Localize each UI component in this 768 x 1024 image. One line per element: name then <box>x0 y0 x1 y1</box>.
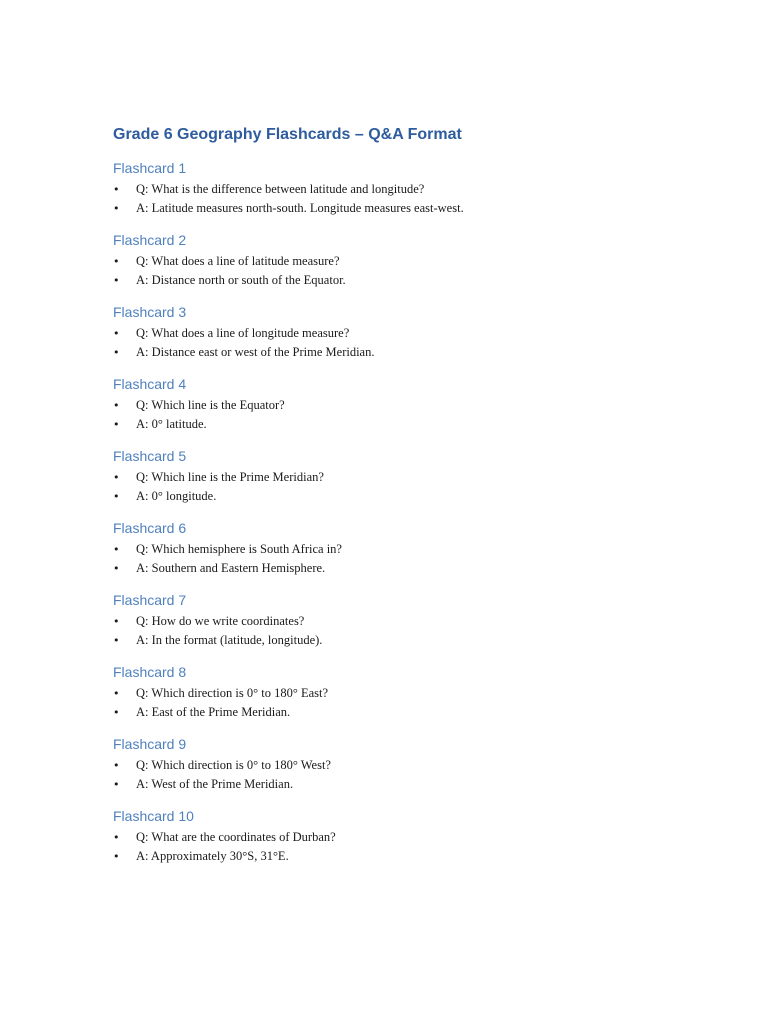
flashcard <box>113 374 713 434</box>
bullet-icon: • <box>113 327 120 340</box>
bullet-icon: • <box>113 850 120 863</box>
flashcard-qa-list <box>113 396 713 434</box>
answer-text: A: Distance north or south of the Equator. <box>136 273 346 287</box>
flashcard <box>113 302 713 362</box>
flashcard-heading: Flashcard 6 <box>113 520 187 536</box>
flashcard-question <box>113 468 713 487</box>
flashcard-answer <box>113 559 713 578</box>
flashcard-question <box>113 828 713 847</box>
flashcard-answer <box>113 199 713 218</box>
flashcard <box>113 806 713 866</box>
flashcard-qa-list <box>113 612 713 650</box>
flashcard-question <box>113 540 713 559</box>
bullet-icon: • <box>113 418 120 431</box>
flashcard-question <box>113 252 713 271</box>
flashcard-list <box>113 158 713 866</box>
flashcard-answer <box>113 271 713 290</box>
answer-text: A: West of the Prime Meridian. <box>136 777 294 791</box>
flashcard-qa-list <box>113 252 713 290</box>
flashcard-qa-list <box>113 684 713 722</box>
flashcard-qa-list <box>113 180 713 218</box>
flashcard-answer <box>113 703 713 722</box>
answer-text: A: Latitude measures north-south. Longitude measures east-west. <box>136 201 464 215</box>
flashcard <box>113 590 713 650</box>
bullet-icon: • <box>113 346 120 359</box>
flashcard <box>113 446 713 506</box>
bullet-icon: • <box>113 274 120 287</box>
bullet-icon: • <box>113 490 120 503</box>
question-text: Q: Which direction is 0° to 180° West? <box>136 758 331 772</box>
answer-text: A: 0° longitude. <box>136 489 217 503</box>
flashcard-answer <box>113 631 713 650</box>
flashcard-question <box>113 180 713 199</box>
question-text: Q: Which direction is 0° to 180° East? <box>136 686 329 700</box>
answer-text: A: East of the Prime Meridian. <box>136 705 291 719</box>
question-text: Q: How do we write coordinates? <box>136 614 305 628</box>
bullet-icon: • <box>113 687 120 700</box>
bullet-icon: • <box>113 759 120 772</box>
flashcard-heading: Flashcard 9 <box>113 736 187 752</box>
answer-text: A: 0° latitude. <box>136 417 207 431</box>
flashcard-qa-list <box>113 756 713 794</box>
flashcard-answer <box>113 775 713 794</box>
flashcard-question <box>113 612 713 631</box>
question-text: Q: Which hemisphere is South Africa in? <box>136 542 342 556</box>
flashcard <box>113 518 713 578</box>
bullet-icon: • <box>113 634 120 647</box>
bullet-icon: • <box>113 706 120 719</box>
flashcard-heading: Flashcard 4 <box>113 376 187 392</box>
flashcard-heading: Flashcard 10 <box>113 808 194 824</box>
bullet-icon: • <box>113 615 120 628</box>
bullet-icon: • <box>113 399 120 412</box>
question-text: Q: What are the coordinates of Durban? <box>136 830 336 844</box>
answer-text: A: Approximately 30°S, 31°E. <box>136 849 289 863</box>
answer-text: A: In the format (latitude, longitude). <box>136 633 323 647</box>
flashcard <box>113 662 713 722</box>
flashcard-question <box>113 324 713 343</box>
question-text: Q: What does a line of longitude measure? <box>136 326 350 340</box>
flashcard-question <box>113 684 713 703</box>
flashcard-answer <box>113 415 713 434</box>
bullet-icon: • <box>113 562 120 575</box>
flashcard-question <box>113 396 713 415</box>
flashcard <box>113 230 713 290</box>
bullet-icon: • <box>113 543 120 556</box>
answer-text: A: Distance east or west of the Prime Meridian. <box>136 345 375 359</box>
flashcard-question <box>113 756 713 775</box>
flashcard-qa-list <box>113 468 713 506</box>
flashcard <box>113 734 713 794</box>
question-text: Q: Which line is the Prime Meridian? <box>136 470 324 484</box>
flashcard-heading: Flashcard 8 <box>113 664 187 680</box>
flashcard-qa-list <box>113 324 713 362</box>
flashcard-heading: Flashcard 5 <box>113 448 187 464</box>
question-text: Q: Which line is the Equator? <box>136 398 285 412</box>
flashcard-answer <box>113 343 713 362</box>
flashcard <box>113 158 713 218</box>
flashcard-heading: Flashcard 7 <box>113 592 187 608</box>
bullet-icon: • <box>113 471 120 484</box>
question-text: Q: What is the difference between latitude and longitude? <box>136 182 425 196</box>
bullet-icon: • <box>113 831 120 844</box>
flashcard-qa-list <box>113 828 713 866</box>
bullet-icon: • <box>113 183 120 196</box>
bullet-icon: • <box>113 255 120 268</box>
flashcard-heading: Flashcard 2 <box>113 232 187 248</box>
flashcard-heading: Flashcard 1 <box>113 160 187 176</box>
flashcard-answer <box>113 847 713 866</box>
bullet-icon: • <box>113 778 120 791</box>
document-page <box>113 124 713 878</box>
flashcard-heading: Flashcard 3 <box>113 304 187 320</box>
answer-text: A: Southern and Eastern Hemisphere. <box>136 561 326 575</box>
question-text: Q: What does a line of latitude measure? <box>136 254 340 268</box>
flashcard-qa-list <box>113 540 713 578</box>
document-title: Grade 6 Geography Flashcards – Q&A Format <box>113 126 462 143</box>
bullet-icon: • <box>113 202 120 215</box>
flashcard-answer <box>113 487 713 506</box>
